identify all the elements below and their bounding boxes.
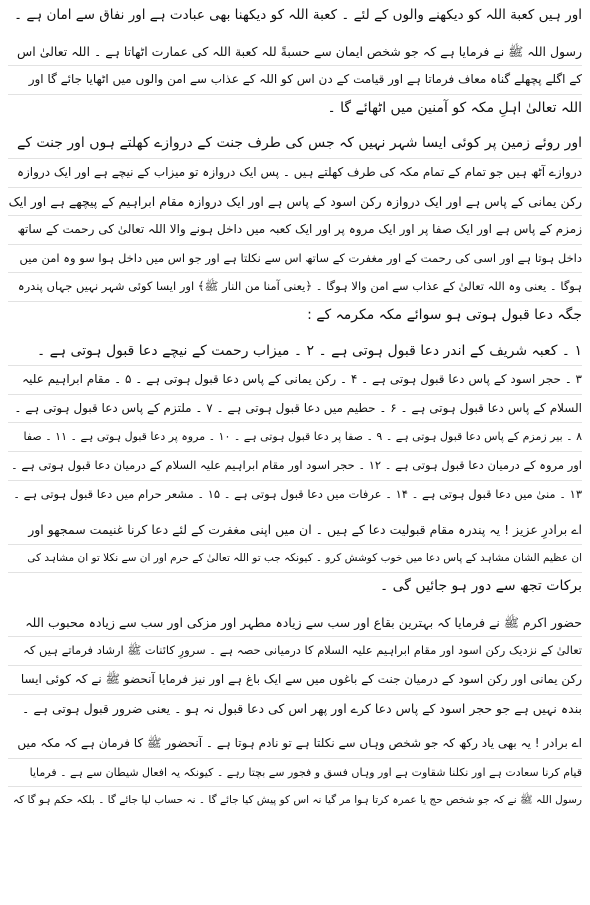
- text-line: داخل ہوتا ہے اور اسی کی رحمت کے اور مغفرت کے ساتھ اس سے نکلتا ہے اور جو اس میں داخل ہوا سو وہ امن میں: [8, 245, 582, 274]
- text-line: اور مروہ کے درمیان دعا قبول ہوتی ہے ۔ ۱۲ ۔ حجر اسود اور مقام ابراہیم علیہ السلام کے درمیان دعا قبول ہوتی ہے ۔: [8, 452, 582, 481]
- text-line: دروازے آٹھ ہیں جو تمام کے تمام مکہ کی طرف کھلتے ہیں ۔ پس ایک دروازہ تو میزاب کے نیچے ہے اور ایک دروازہ: [8, 159, 582, 188]
- text-line: قیام کرنا سعادت ہے اور نکلنا شقاوت ہے اور وہاں فسق و فجور سے بچتا رہے ۔ کیونکہ یہ افعال شیطان سے ہے ۔ فرمایا: [8, 759, 582, 788]
- text-line: رسول اللہ ﷺ نے کہ جو شخص حج یا عمرہ کرتا ہوا مر گیا نہ اس کو پیش کیا جائے گا ۔ نہ حساب لیا جائے گا ۔ بلکہ حکم ہو گا کہ: [12, 794, 582, 807]
- text-line: برکات تجھ سے دور ہو جائیں گی ۔: [379, 578, 582, 595]
- text-line: ان عظیم الشان مشاہد کے پاس دعا میں خوب کوشش کرو ۔ کیونکہ جب تو اللہ تعالیٰ کے حرم اور ان سے نکلا تو ان مشاہد کی: [8, 545, 582, 574]
- paragraph-kaaba-sight: [8, 2, 582, 30]
- text-line: اے برادر ! یہ بھی یاد رکھ کہ جو شخص وہاں سے نکلتا ہے تو نادم ہوتا ہے ۔ آنحضور ﷺ کا فرمان ہے کہ مکہ میں: [8, 730, 582, 759]
- text-line: اللہ تعالیٰ اہلِ مکہ کو آمنین میں اٹھائے گا ۔: [327, 99, 582, 116]
- text-line: اور ہیں کعبة اللہ کو دیکھنے والوں کے لئے ۔ کعبة اللہ کو دیکھنا بھی عبادت ہے اور نفاق سے امان ہے ۔: [14, 7, 582, 23]
- text-line: ۸ ۔ بیر زمزم کے پاس دعا قبول ہوتی ہے ۔ ۹ ۔ صفا پر دعا قبول ہوتی ہے ۔ ۱۰ ۔ مروہ پر دعا قبول ہوتی ہے ۔ ۱۱ ۔ صفا: [8, 423, 582, 452]
- text-line: رسول اللہ ﷺ نے فرمایا ہے کہ جو شخص ایمان سے حسبةً للہ کعبة اللہ کی عمارت اٹھاتا ہے ۔ اللہ تعالیٰ اس: [8, 38, 582, 67]
- paragraph-leaving-makkah: [8, 730, 582, 815]
- text-line: جگہ دعا قبول ہوتی ہو سوائے مکہ مکرمہ کے :: [307, 306, 582, 323]
- text-line: ہوگا ۔ یعنی وہ اللہ تعالیٰ کے عذاب سے امن والا ہوگا ۔ ﴿یعنی آمنا من النار ﷺ﴾ اور ایسا کوئی شہر نہیں جہاں پندرہ: [8, 273, 582, 302]
- text-line: کے اگلے پچھلے گناہ معاف فرماتا ہے اور قیامت کے دن اس کو اللہ کے عذاب سے امن والوں میں اٹھایا جائے گا اور: [8, 66, 582, 95]
- paragraph-fifteen-places-list: [8, 338, 582, 509]
- paragraph-kaaba-building: [8, 38, 582, 123]
- text-line: ۱۳ ۔ منیٰ میں دعا قبول ہوتی ہے ۔ ۱۴ ۔ عرفات میں دعا قبول ہوتی ہے ۔ ۱۵ ۔ مشعر حرام میں دعا قبول ہوتی ہے ۔: [13, 486, 582, 501]
- text-line: رکن یمانی کے پاس ہے اور ایک دروازہ رکن اسود کے پاس ہے اور ایک دروازہ مقام ابراہیم کے پیچھے ہے اور ایک: [8, 188, 582, 217]
- text-line: حضور اکرم ﷺ نے فرمایا کہ بہترین بقاع اور سب سے زیادہ مطہر اور مزکی اور سب سے زیادہ محبوب اللہ: [8, 609, 582, 638]
- text-line: اور روئے زمین پر کوئی ایسا شہر نہیں کہ جس کی طرف جنت کے دروازے کھلتے ہوں اور جنت کے: [8, 130, 582, 159]
- text-line: ۱ ۔ کعبہ شریف کے اندر دعا قبول ہوتی ہے ۔ ۲ ۔ میزاب رحمت کے نیچے دعا قبول ہوتی ہے ۔: [8, 338, 582, 367]
- paragraph-gates-of-paradise: [8, 130, 582, 329]
- text-line: تعالیٰ کے نزدیک رکن اسود اور مقام ابراہیم علیہ السلام کا درمیانی حصہ ہے ۔ سرورِ کائنات ﷺ ارشاد فرماتے ہیں کہ: [8, 637, 582, 666]
- text-line: ۳ ۔ حجر اسود کے پاس دعا قبول ہوتی ہے ۔ ۴ ۔ رکن یمانی کے پاس دعا قبول ہوتی ہے ۔ ۵ ۔ مقام ابراہیم علیہ: [8, 366, 582, 395]
- text-line: رکن یمانی اور رکن اسود کے درمیان جنت کے باغوں میں سے ایک باغ ہے اور نیز فرمایا آنحضو ﷺ نے کہ کوئی ایسا: [8, 666, 582, 695]
- paragraph-exhortation: [8, 516, 582, 601]
- text-line: السلام کے پاس دعا قبول ہوتی ہے ۔ ۶ ۔ حطیم میں دعا قبول ہوتی ہے ۔ ۷ ۔ ملتزم کے پاس دعا قبول ہوتی ہے ۔: [8, 395, 582, 424]
- text-line: زمزم کے پاس ہے اور ایک صفا پر اور ایک مروہ پر اور ایک کعبہ میں داخل ہونے والا اللہ تعالیٰ کی رحمت کے ساتھ: [8, 216, 582, 245]
- text-line: اے برادرِ عزیز ! یہ پندرہ مقام قبولیت دعا کے ہیں ۔ ان میں اپنی مغفرت کے لئے دعا کرنا غنیمت سمجھو اور: [8, 516, 582, 545]
- paragraph-hadith-best-places: [8, 609, 582, 722]
- text-line: بندہ نہیں ہے جو حجر اسود کے پاس دعا کرے اور پھر اس کی دعا قبول نہ ہو ۔ یعنی ضرور قبول ہوتی ہے ۔: [22, 700, 582, 716]
